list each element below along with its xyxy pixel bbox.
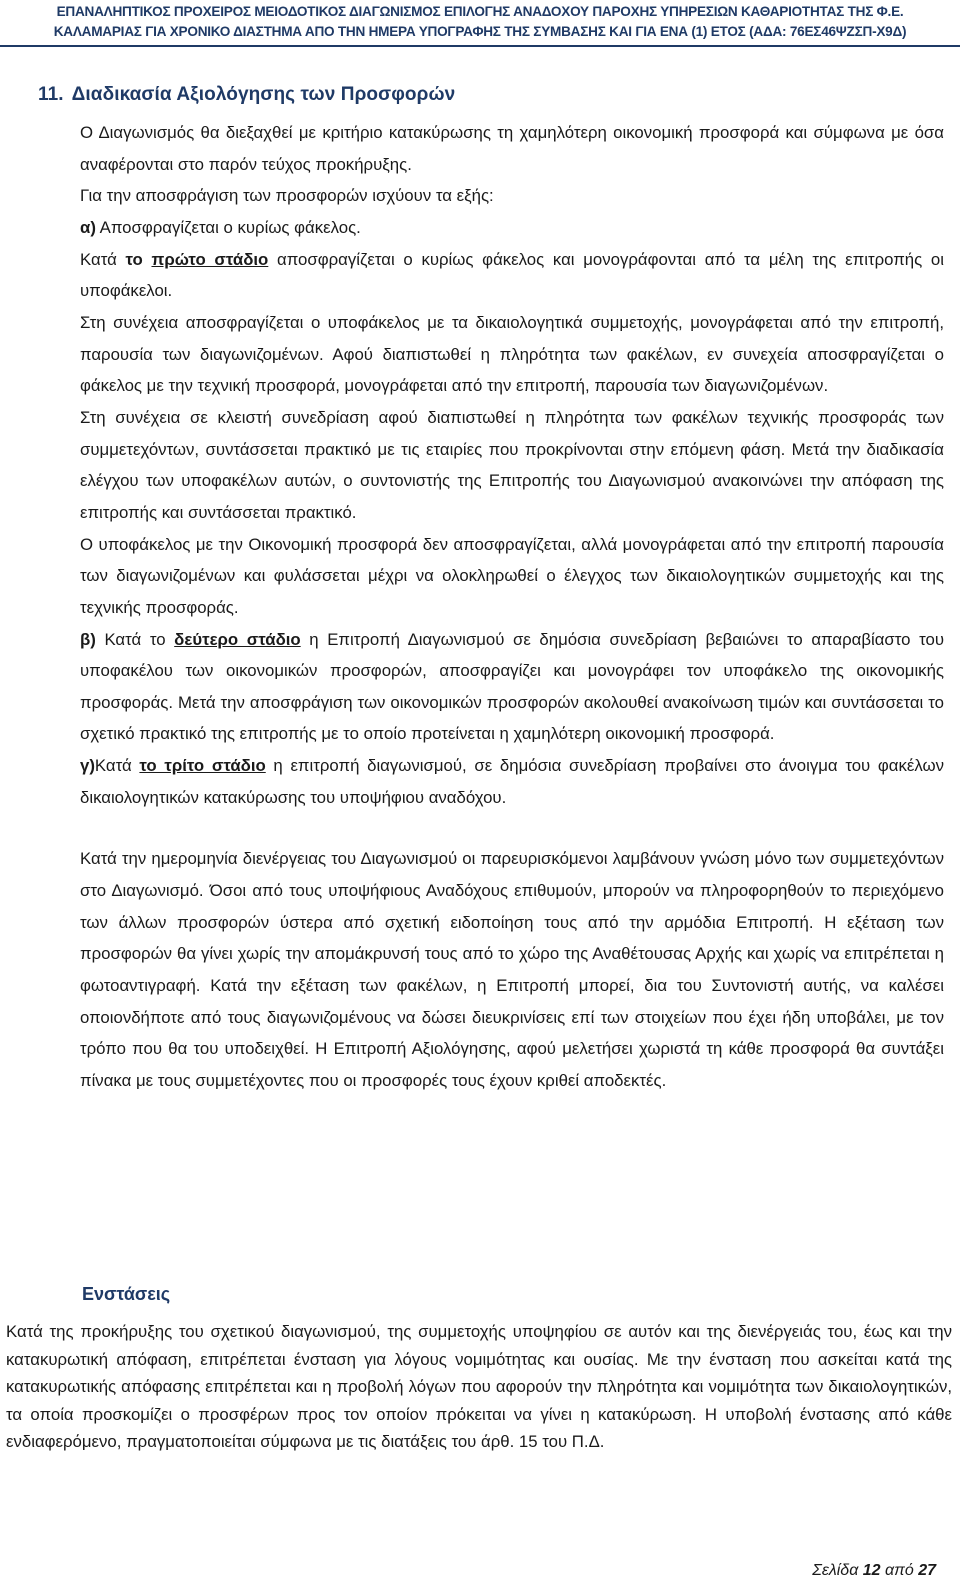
paragraph-third-stage: [80, 750, 944, 813]
second-stage-post: η Επιτροπή Διαγωνισμού σε δημόσια συνεδρίαση βεβαιώνει το απαραβίαστο του υποφακέλου των οικονομικών προσφορών, αποσφραγίζει και μονογράφει τον υποφάκελο της οικονομικής προσφοράς. Μετά την αποσφράγιση των οικονομικών προσφορών ακολουθεί ανακοίνωση τιμών και συντάσσεται το σχετικό πρακτικό της επιτροπής με το οποίο προτείνεται η χαμηλότερη οικονομική προσφορά.: [80, 629, 944, 744]
paragraph-second-stage: [80, 624, 944, 751]
section-title: Διαδικασία Αξιολόγησης των Προσφορών: [71, 84, 456, 105]
section-body: [80, 117, 944, 1097]
paragraph-participation-docs: Στη συνέχεια αποσφραγίζεται ο υποφάκελος με τα δικαιολογητικά συμμετοχής, μονογράφεται από την επιτροπή, παρουσία των διαγωνιζομένων. Αφού διαπιστωθεί η πληρότητα των φακέλων, εν συνεχεία αποσφραγίζεται ο φάκελος με την τεχνική προσφορά, μονογράφεται από την επιτροπή, παρουσία των διαγωνιζομένων.: [80, 312, 944, 396]
page-total: 27: [918, 1562, 936, 1579]
objections-body: [6, 1318, 952, 1456]
step-a-text: Αποσφραγίζεται ο κυρίως φάκελος.: [95, 217, 361, 237]
section-number: 11.: [38, 84, 64, 105]
header-line-1: ΕΠΑΝΑΛΗΠΤΙΚΟΣ ΠΡΟΧΕΙΡΟΣ ΜΕΙΟΔΟΤΙΚΟΣ ΔΙΑΓΩΝΙΣΜΟΣ ΕΠΙΛΟΓΗΣ ΑΝΑΔΟΧΟΥ ΠΑΡΟΧΗΣ ΥΠΗΡΕΣΙΩΝ ΚΑΘΑΡΙΟΤΗΤΑΣ ΤΗΣ Φ.Ε.: [56, 4, 904, 19]
paragraph-financial-envelope: Ο υποφάκελος με την Οικονομική προσφορά δεν αποσφραγίζεται, αλλά μονογράφεται από την επιτροπή παρουσία των διαγωνιζομένων και φυλάσσεται μέχρι να ολοκληρωθεί ο έλεγχος των δικαιολογητικών συμμετοχής και της τεχνικής προσφοράς.: [80, 534, 944, 617]
paragraph-spacer: [80, 813, 944, 843]
paragraph-step-a: [80, 212, 944, 244]
step-a-label: α): [80, 217, 96, 237]
paragraph-criterion: Ο Διαγωνισμός θα διεξαχθεί με κριτήριο κατακύρωσης τη χαμηλότερη οικονομική προσφορά και σύμφωνα με όσα αναφέρονται στο παρόν τεύχος προκήρυξης.: [80, 123, 944, 174]
second-stage-pre: Κατά το: [95, 629, 175, 649]
header-line-2: ΚΑΛΑΜΑΡΙΑΣ ΓΙΑ ΧΡΟΝΙΚΟ ΔΙΑΣΤΗΜΑ ΑΠΟ ΤΗΝ ΗΜΕΡΑ ΥΠΟΓΡΑΦΗΣ ΤΗΣ ΣΥΜΒΑΣΗΣ ΚΑΙ ΓΙΑ ΕΝΑ (1) ΕΤΟΣ (ΑΔΑ: 76ΕΣ46ΨΖΣΠ-Χ9Δ): [53, 24, 907, 39]
paragraph-closed-session: Στη συνέχεια σε κλειστή συνεδρίαση αφού διαπιστωθεί η πληρότητα των φακέλων τεχνικής προσφοράς των συμμετεχόντων, συντάσσεται πρακτικό με τις εταιρίες που προκρίνονται στην επόμενη φάση. Μετά την διαδικασία ελέγχου των υποφακέλων αυτών, ο συντονιστής της Επιτροπής του Διαγωνισμού ανακοινώνει την απόφαση της επιτροπής και συντάσσεται πρακτικό.: [80, 407, 944, 522]
page-label: Σελίδα: [812, 1562, 863, 1579]
first-stage-pre: Κατά: [80, 249, 126, 269]
second-stage-emphasis: δεύτερο στάδιο: [174, 629, 301, 649]
objections-heading: Ενστάσεις: [82, 1284, 171, 1304]
paragraph-objections: Κατά της προκήρυξης του σχετικού διαγωνισμού, της συμμετοχής υποψηφίου σε αυτόν και της διενέργειάς του, έως και την κατακυρωτική απόφαση, επιτρέπεται ένσταση για λόγους νομιμότητας και ουσίας. Με την ένσταση που ασκείται κατά της κατακυρωτικής απόφασης επιτρέπεται και η προβολή λόγων που αφορούν την πληρότητα και νομιμότητα των δικαιολογητικών, τα οποία προσκομίζει ο προσφέρων προς τον οποίον πρόκειται να γίνει η κατακύρωση. Η υποβολή ένστασης από κάθε ενδιαφερόμενο, πραγματοποιείται σύμφωνα με τις διατάξεις του άρθ. 15 του Π.Δ.: [6, 1322, 952, 1452]
header-divider: [0, 45, 960, 47]
first-stage-emphasis: πρώτο στάδιο: [151, 249, 269, 269]
page-current: 12: [862, 1562, 881, 1579]
first-stage-post: αποσφραγίζεται ο κυρίως φάκελος και μονογράφονται από τα μέλη της επιτροπής οι υποφάκελοι.: [80, 249, 944, 301]
document-header: [0, 2, 960, 42]
page-of: από: [880, 1562, 919, 1579]
first-stage-article: το: [125, 249, 152, 269]
paragraph-first-stage: [80, 244, 944, 307]
third-stage-emphasis: το τρίτο στάδιο: [139, 756, 266, 776]
paragraph-examination: Κατά την ημερομηνία διενέργειας του Διαγωνισμού οι παρευρισκόμενοι λαμβάνουν γνώση μόνο των συμμετεχόντων στο Διαγωνισμό. Όσοι από τους υποψήφιους Αναδόχους επιθυμούν, μπορούν να πληροφορηθούν το περιεχόμενο των άλλων προσφορών ύστερα από σχετική ειδοποίηση τους από την αρμόδια Επιτροπή. Η εξέταση των προσφορών θα γίνει χωρίς την απομάκρυνσή τους από το χώρο της Αναθέτουσας Αρχής και χωρίς να επιτρέπεται η φωτοαντιγραφή. Κατά την εξέταση των φακέλων, η Επιτροπή μπορεί, δια του Συντονιστή αυτής, να καλέσει οποιονδήποτε από τους διαγωνιζομένους να δώσει διευκρινίσεις επί των στοιχείων που έχει ήδη υποβάλει, με τον τρόπο που θα του υποδειχθεί. Η Επιτροπή Αξιολόγησης, αφού μελετήσει χωριστά τη κάθε προσφορά θα συντάξει πίνακα με τους συμμετέχοντες που οι προσφορές τους έχουν κριθεί αποδεκτές.: [80, 849, 944, 1091]
step-b-label: β): [80, 629, 96, 649]
step-c-label: γ): [80, 756, 95, 776]
section-heading: [38, 84, 455, 106]
page-number: [812, 1562, 936, 1580]
paragraph-unsealing-intro: Για την αποσφράγιση των προσφορών ισχύουν τα εξής:: [80, 186, 494, 206]
third-stage-pre: Κατά: [94, 756, 140, 776]
third-stage-post: η επιτροπή διαγωνισμού, σε δημόσια συνεδρίαση προβαίνει στο άνοιγμα του φακέλων δικαιολογητικών κατακύρωσης του υποψήφιου αναδόχου.: [80, 756, 944, 807]
